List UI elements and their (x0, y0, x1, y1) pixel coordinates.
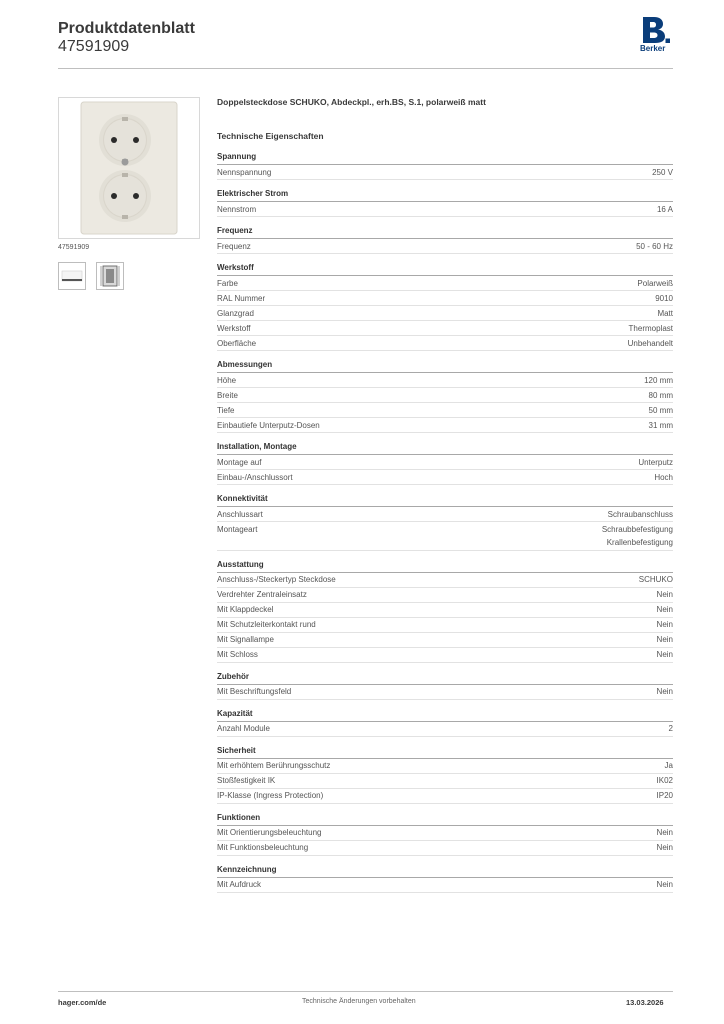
spec-value: Nein (656, 828, 673, 837)
spec-value-cell (628, 337, 673, 351)
spec-section (217, 558, 673, 663)
spec-label: Anzahl Module (217, 724, 270, 733)
spec-value-cell (629, 322, 673, 336)
spec-label: Werkstoff (217, 323, 251, 333)
berker-logo (640, 16, 674, 54)
spec-value: IK02 (656, 776, 673, 785)
spec-value: 9010 (655, 293, 673, 303)
spec-section (217, 224, 673, 254)
spec-value: 80 mm (648, 390, 673, 400)
section-title: Werkstoff (217, 261, 673, 276)
spec-value: 50 - 60 Hz (636, 241, 673, 251)
spec-value: IP20 (656, 791, 673, 800)
spec-label: Mit Orientierungsbeleuchtung (217, 828, 322, 837)
spec-value-cell (639, 573, 673, 587)
spec-row (217, 202, 673, 217)
article-number: 47591909 (58, 38, 130, 55)
spec-value: SCHUKO (638, 575, 673, 584)
spec-label: Glanzgrad (217, 308, 254, 318)
section-title: Sicherheit (217, 744, 673, 759)
berker-logo-icon (640, 16, 670, 44)
spec-value: Thermoplast (628, 323, 673, 333)
footer-date: 13.03.2026 (626, 998, 664, 1007)
thumbnail-front-icon (59, 263, 85, 289)
spec-value: Nein (656, 635, 673, 644)
thumbnail-technical-icon (97, 263, 123, 289)
spec-value-cell (649, 419, 673, 433)
section-title: Konnektivität (217, 492, 673, 507)
spec-value-cell (657, 603, 673, 617)
thumbnail-front-view[interactable] (58, 262, 86, 290)
section-title: Installation, Montage (217, 440, 673, 455)
spec-value-cell (657, 826, 673, 840)
spec-value: Unterputz (638, 457, 673, 467)
spec-row (217, 336, 673, 351)
spec-value-cell (657, 633, 673, 647)
image-caption: 47591909 (58, 244, 90, 251)
spec-row (217, 603, 673, 618)
spec-label: Mit erhöhtem Berührungsschutz (217, 761, 331, 770)
spec-section (217, 150, 673, 180)
spec-label: Mit Signallampe (217, 635, 274, 644)
section-title: Kapazität (217, 707, 673, 722)
section-title: Kennzeichnung (217, 863, 673, 878)
spec-label: Frequenz (217, 241, 251, 251)
spec-value: Nein (656, 880, 673, 889)
spec-value: Nein (656, 620, 673, 629)
section-title: Spannung (217, 150, 673, 165)
footer-website: hager.com/de (58, 998, 107, 1007)
spec-value: Nein (656, 687, 673, 696)
spec-value-cell (657, 648, 673, 662)
spec-row (217, 418, 673, 433)
logo-text: Berker (640, 44, 666, 53)
spec-label: Höhe (217, 375, 237, 385)
spec-value-cell (665, 759, 673, 773)
page-title: Produktdatenblatt (58, 20, 195, 37)
spec-section (217, 811, 673, 856)
spec-section (217, 440, 673, 485)
spec-value-cell (654, 471, 673, 485)
specification-area (217, 95, 673, 893)
product-description: Doppelsteckdose SCHUKO, Abdeckpl., erh.BS, S.1, polarweiß matt (217, 97, 486, 107)
spec-value-cell (608, 508, 673, 522)
spec-row (217, 573, 673, 588)
spec-row (217, 165, 673, 180)
spec-row (217, 789, 673, 804)
spec-row (217, 470, 673, 485)
section-title: Funktionen (217, 811, 673, 826)
spec-label: Anschluss-/Steckertyp Steckdose (217, 575, 336, 584)
spec-row (217, 373, 673, 388)
spec-row (217, 306, 673, 321)
spec-value: Nein (656, 650, 673, 659)
spec-section (217, 187, 673, 217)
spec-section (217, 670, 673, 700)
spec-row (217, 403, 673, 418)
spec-label: Einbautiefe Unterputz-Dosen (217, 420, 320, 430)
spec-row (217, 826, 673, 841)
spec-label: Einbau-/Anschlussort (217, 472, 293, 482)
spec-label: Anschlussart (217, 509, 263, 519)
technical-properties-heading: Technische Eigenschaften (217, 131, 324, 141)
spec-label: Farbe (217, 278, 238, 288)
spec-label: Nennstrom (217, 204, 257, 214)
section-title: Frequenz (217, 224, 673, 239)
spec-value: Nein (656, 605, 673, 614)
spec-row (217, 239, 673, 254)
spec-row (217, 291, 673, 306)
spec-row (217, 774, 673, 789)
product-image (58, 97, 200, 239)
spec-value-cell (655, 292, 673, 306)
spec-value: 250 V (652, 167, 673, 177)
spec-label: Oberfläche (217, 338, 257, 348)
spec-row (217, 648, 673, 663)
spec-row (217, 722, 673, 737)
spec-label: Mit Klappdeckel (217, 605, 274, 614)
section-title: Elektrischer Strom (217, 187, 673, 202)
spec-label: Mit Beschriftungsfeld (217, 687, 292, 696)
section-title: Zubehör (217, 670, 673, 685)
spec-row (217, 507, 673, 522)
spec-value: Matt (657, 308, 673, 318)
spec-value: Unbehandelt (627, 338, 673, 348)
spec-value: Schraubanschluss (607, 509, 673, 519)
footer-divider (58, 991, 673, 992)
socket-illustration (59, 98, 199, 238)
spec-section (217, 707, 673, 737)
spec-value-cell (652, 166, 673, 180)
spec-value-cell (649, 389, 673, 403)
spec-value: 31 mm (648, 420, 673, 430)
spec-section (217, 261, 673, 351)
spec-section (217, 744, 673, 804)
spec-value-cell (657, 203, 673, 217)
spec-value-cell (657, 878, 673, 892)
spec-label: Stoßfestigkeit IK (217, 776, 276, 785)
spec-row (217, 618, 673, 633)
spec-label: Montage auf (217, 457, 262, 467)
spec-row (217, 321, 673, 336)
section-title: Ausstattung (217, 558, 673, 573)
spec-row (217, 276, 673, 291)
spec-label: Montageart (217, 524, 258, 534)
spec-label: Tiefe (217, 405, 235, 415)
spec-label: Mit Schloss (217, 650, 258, 659)
spec-value: Hoch (654, 472, 673, 482)
spec-value-cell (657, 774, 673, 788)
spec-value-cell (636, 240, 673, 254)
spec-section (217, 863, 673, 893)
spec-value: Ja (664, 761, 673, 770)
spec-row (217, 841, 673, 856)
spec-value-cell (637, 277, 673, 291)
spec-row (217, 685, 673, 700)
spec-value: 50 mm (648, 405, 673, 415)
spec-value-cell (638, 456, 673, 470)
spec-value: 16 A (656, 204, 673, 214)
spec-value-cell (657, 588, 673, 602)
spec-value: Nein (656, 843, 673, 852)
spec-value-cell (657, 841, 673, 855)
spec-label: IP-Klasse (Ingress Protection) (217, 791, 324, 800)
footer-note: Technische Änderungen vorbehalten (302, 998, 416, 1005)
spec-sections (217, 150, 673, 893)
spec-value: Schraubbefestigung (601, 524, 673, 534)
spec-label: Mit Aufdruck (217, 880, 262, 889)
spec-value-cell (649, 404, 673, 418)
section-title: Abmessungen (217, 358, 673, 373)
spec-row (217, 759, 673, 774)
spec-value-secondary: Krallenbefestigung (606, 538, 673, 547)
spec-section (217, 492, 673, 551)
spec-value: Polarweiß (637, 278, 673, 288)
spec-row (217, 455, 673, 470)
spec-row (217, 388, 673, 403)
spec-label: Verdrehter Zentraleinsatz (217, 590, 307, 599)
spec-value-cell (657, 618, 673, 632)
spec-row (217, 878, 673, 893)
spec-label: Mit Schutzleiterkontakt rund (217, 620, 316, 629)
spec-value-cell (657, 789, 673, 803)
spec-row (217, 588, 673, 603)
spec-label: RAL Nummer (217, 293, 266, 303)
spec-value: Nein (656, 590, 673, 599)
spec-value: 120 mm (644, 375, 673, 385)
spec-value-cell (644, 374, 673, 388)
spec-label: Nennspannung (217, 167, 272, 177)
thumbnail-technical-view[interactable] (96, 262, 124, 290)
spec-value-cell (657, 307, 673, 321)
spec-value-cell (602, 523, 673, 550)
spec-label: Mit Funktionsbeleuchtung (217, 843, 309, 852)
spec-value-cell (669, 722, 673, 736)
header-divider (58, 68, 673, 69)
spec-row (217, 633, 673, 648)
spec-value: 2 (668, 724, 673, 733)
spec-row (217, 522, 673, 551)
spec-value-cell (657, 685, 673, 699)
spec-section (217, 358, 673, 433)
spec-label: Breite (217, 390, 238, 400)
